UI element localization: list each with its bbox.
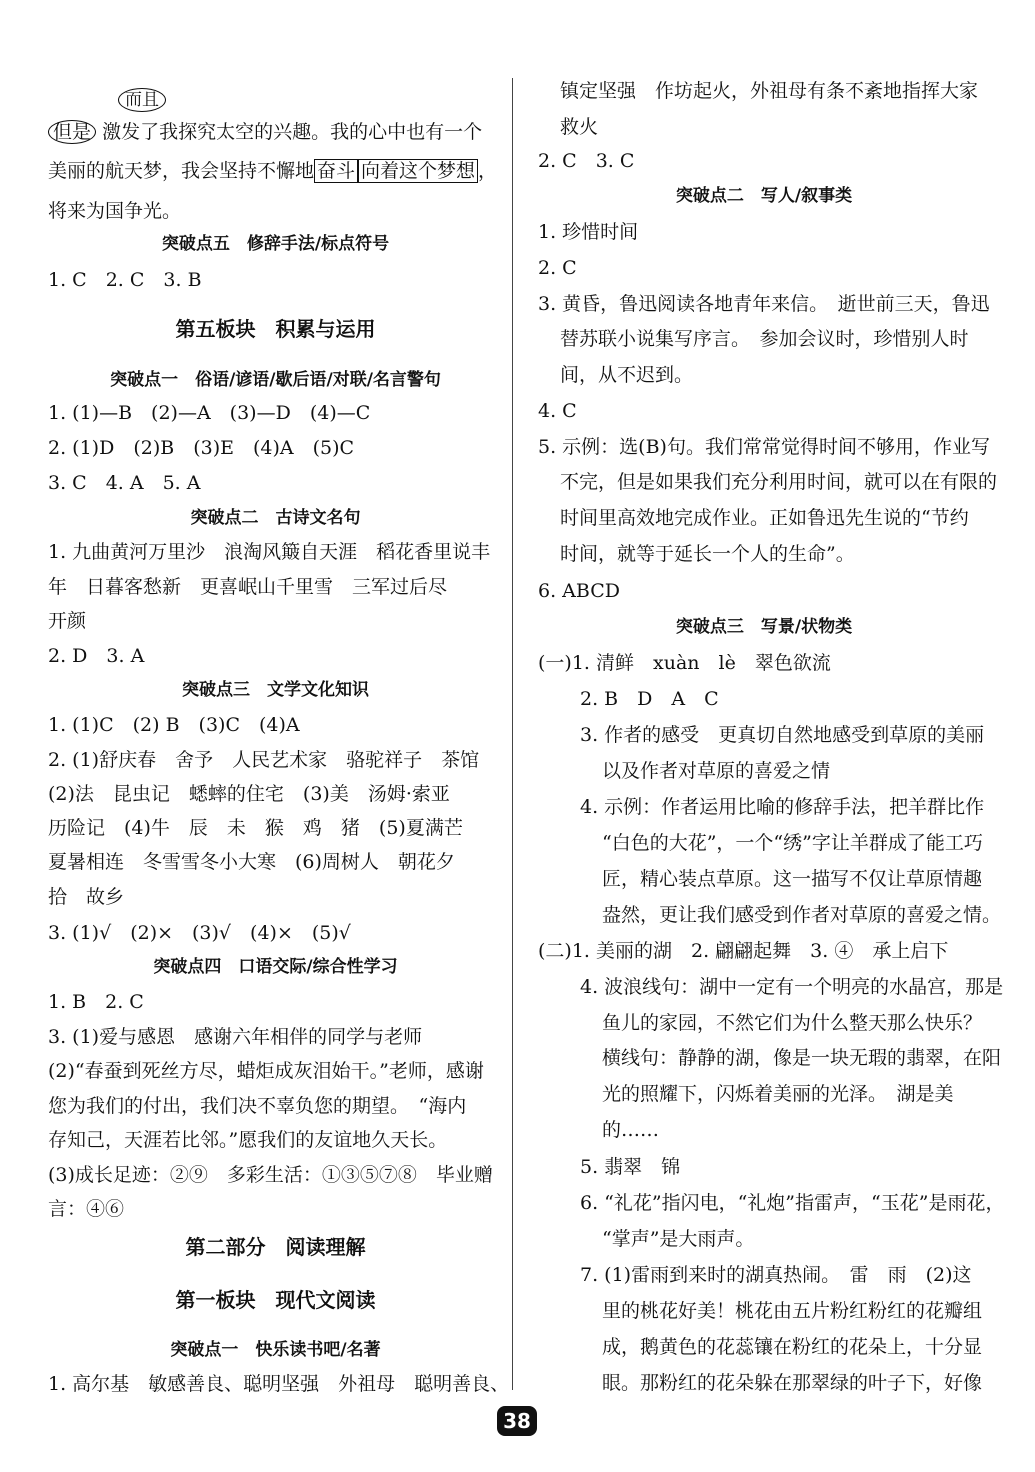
answer-line: 救火 [560, 116, 599, 138]
section-title: 突破点一 俗语/谚语/歇后语/对联/名言警句 [110, 370, 441, 390]
answer-line: 存知己，天涯若比邻。”愿我们的友谊地久天长。 [48, 1129, 448, 1151]
answer-line: 开颜 [48, 610, 87, 632]
answer-line: 1. C 2. C 3. B [48, 269, 202, 291]
answer-line: 年 日暮客愁新 更喜岷山千里雪 三军过后尽 [48, 576, 448, 598]
answer-line: 1. B 2. C [48, 991, 144, 1013]
answer-line: 时间里高效地完成作业。正如鲁迅先生说的“节约 [560, 507, 969, 529]
answer-line: 成，鹅黄色的花蕊镶在粉红的花朵上，十分显 [602, 1336, 983, 1358]
answer-line: 1. (1)C (2) B (3)C (4)A [48, 714, 300, 736]
answer-line: 4. 波浪线句：湖中一定有一个明亮的水晶宫，那是 [580, 976, 1004, 998]
answer-line: 6. ABCD [538, 580, 620, 602]
answer-line: 6. “礼花”指闪电，“礼炮”指雷声，“玉花”是雨花， [580, 1192, 1005, 1214]
answer-line: 5. 示例：选(B)句。我们常常觉得时间不够用，作业写 [538, 436, 990, 458]
boxed-phrase: 向着这个梦想 [358, 159, 478, 183]
answer-line: 匠，精心装点草原。这一描写不仅让草原情趣 [602, 868, 983, 890]
answer-line: 3. 黄昏，鲁迅阅读各地青年来信。 逝世前三天，鲁迅 [538, 293, 990, 315]
block-title: 第五板块 积累与运用 [175, 317, 376, 341]
answer-line: 历险记 (4)牛 辰 未 猴 鸡 猪 (5)夏满芒 [48, 817, 463, 839]
answer-line: 1. (1)—B (2)—A (3)—D (4)—C [48, 402, 371, 424]
intro-line-1: 但是 激发了我探究太空的兴趣。我的心中也有一个 [48, 117, 482, 147]
answer-line: 2. (1)D (2)B (3)E (4)A (5)C [48, 437, 355, 459]
answer-line: 1. 高尔基 敏感善良、聪明坚强 外祖母 聪明善良、 [48, 1373, 510, 1395]
answer-line: 鱼儿的家园，不然它们为什么整天那么快乐？ [602, 1012, 983, 1034]
section-title: 突破点二 古诗文名句 [190, 508, 361, 528]
answer-line: 的…… [602, 1119, 660, 1141]
answer-line: 光的照耀下，闪烁着美丽的光泽。 湖是美 [602, 1083, 954, 1105]
section-title: 突破点五 修辞手法/标点符号 [161, 234, 390, 254]
answer-line: 替苏联小说集写序言。 参加会议时，珍惜别人时 [560, 328, 969, 350]
answer-line: 2. C 3. C [538, 150, 635, 172]
answer-line: 您为我们的付出，我们决不辜负您的期望。 “海内 [48, 1095, 467, 1117]
answer-line: 7. (1)雷雨到来时的湖真热闹。 雷 雨 (2)这 [580, 1264, 972, 1286]
answer-line: (2)“春蚕到死丝方尽，蜡炬成灰泪始干。”老师，感谢 [48, 1060, 484, 1082]
annotation-bubble: 而且 [118, 88, 166, 112]
answer-line: 2. C [538, 257, 577, 279]
answer-line: 2. D 3. A [48, 645, 145, 667]
answer-line: 3. (1)√ (2)× (3)√ (4)× (5)√ [48, 922, 351, 944]
answer-line: 3. (1)爱与感恩 感谢六年相伴的同学与老师 [48, 1026, 423, 1048]
answer-line: 1. 九曲黄河万里沙 浪淘风簸自天涯 稻花香里说丰 [48, 541, 491, 563]
section-title: 突破点一 快乐读书吧/名著 [170, 1340, 381, 1360]
answer-line: 拾 故乡 [48, 886, 125, 908]
answer-line: “掌声”是大雨声。 [602, 1228, 755, 1250]
answer-line: (二)1. 美丽的湖 2. 翩翩起舞 3. ④ 承上启下 [538, 940, 949, 962]
part-title: 第二部分 阅读理解 [185, 1235, 366, 1259]
answer-line: 里的桃花好美！桃花由五片粉红粉红的花瓣组 [602, 1300, 983, 1322]
circled-word: 但是 [48, 120, 96, 144]
answer-line: (3)成长足迹：②⑨ 多彩生活：①③⑤⑦⑧ 毕业赠 [48, 1164, 493, 1186]
section-title: 突破点二 写人/叙事类 [675, 186, 853, 206]
answer-line: 言：④⑥ [48, 1198, 125, 1220]
answer-line: 眼。那粉红的花朵躲在那翠绿的叶子下，好像 [602, 1372, 983, 1394]
answer-line: 横线句：静静的湖，像是一块无瑕的翡翠，在阳 [602, 1047, 1002, 1069]
answer-line: 以及作者对草原的喜爱之情 [602, 760, 831, 782]
answer-line: “白色的大花”，一个“绣”字让羊群成了能工巧 [602, 832, 983, 854]
answer-line: 镇定坚强 作坊起火，外祖母有条不紊地指挥大家 [560, 80, 979, 102]
answer-line: (一)1. 清鲜 xuàn lè 翠色欲流 [538, 652, 831, 674]
answer-line: 不完，但是如果我们充分利用时间，就可以在有限的 [560, 471, 998, 493]
answer-line: 5. 翡翠 锦 [580, 1156, 681, 1178]
answer-line: 3. C 4. A 5. A [48, 472, 201, 494]
answer-line: 2. (1)舒庆春 舍予 人民艺术家 骆驼祥子 茶馆 [48, 749, 480, 771]
page-number: 38 [497, 1406, 537, 1436]
section-title: 突破点四 口语交际/综合性学习 [153, 957, 398, 977]
block-title: 第一板块 现代文阅读 [175, 1288, 376, 1312]
answer-line: 盎然，更让我们感受到作者对草原的喜爱之情。 [602, 904, 1002, 926]
answer-line: (2)法 昆虫记 蟋蟀的住宅 (3)美 汤姆·索亚 [48, 783, 450, 805]
answer-line: 间，从不迟到。 [560, 364, 694, 386]
section-title: 突破点三 文学文化知识 [182, 680, 369, 700]
intro-line-2: 美丽的航天梦，我会坚持不懈地 奋斗 向着这个梦想 ， [48, 160, 498, 182]
section-title: 突破点三 写景/状物类 [675, 617, 853, 637]
answer-line: 3. 作者的感受 更真切自然地感受到草原的美丽 [580, 724, 985, 746]
answer-line: 4. C [538, 400, 577, 422]
answer-line: 1. 珍惜时间 [538, 221, 639, 243]
answer-line: 2. B D A C [580, 688, 719, 710]
boxed-word: 奋斗 [314, 159, 358, 183]
answer-line: 4. 示例：作者运用比喻的修辞手法，把羊群比作 [580, 796, 985, 818]
answer-line: 时间，就等于延长一个人的生命”。 [560, 543, 855, 565]
answer-line: 夏暑相连 冬雪雪冬小大寒 (6)周树人 朝花夕 [48, 851, 455, 873]
column-divider [512, 78, 513, 1390]
intro-line-3: 将来为国争光。 [48, 200, 182, 222]
